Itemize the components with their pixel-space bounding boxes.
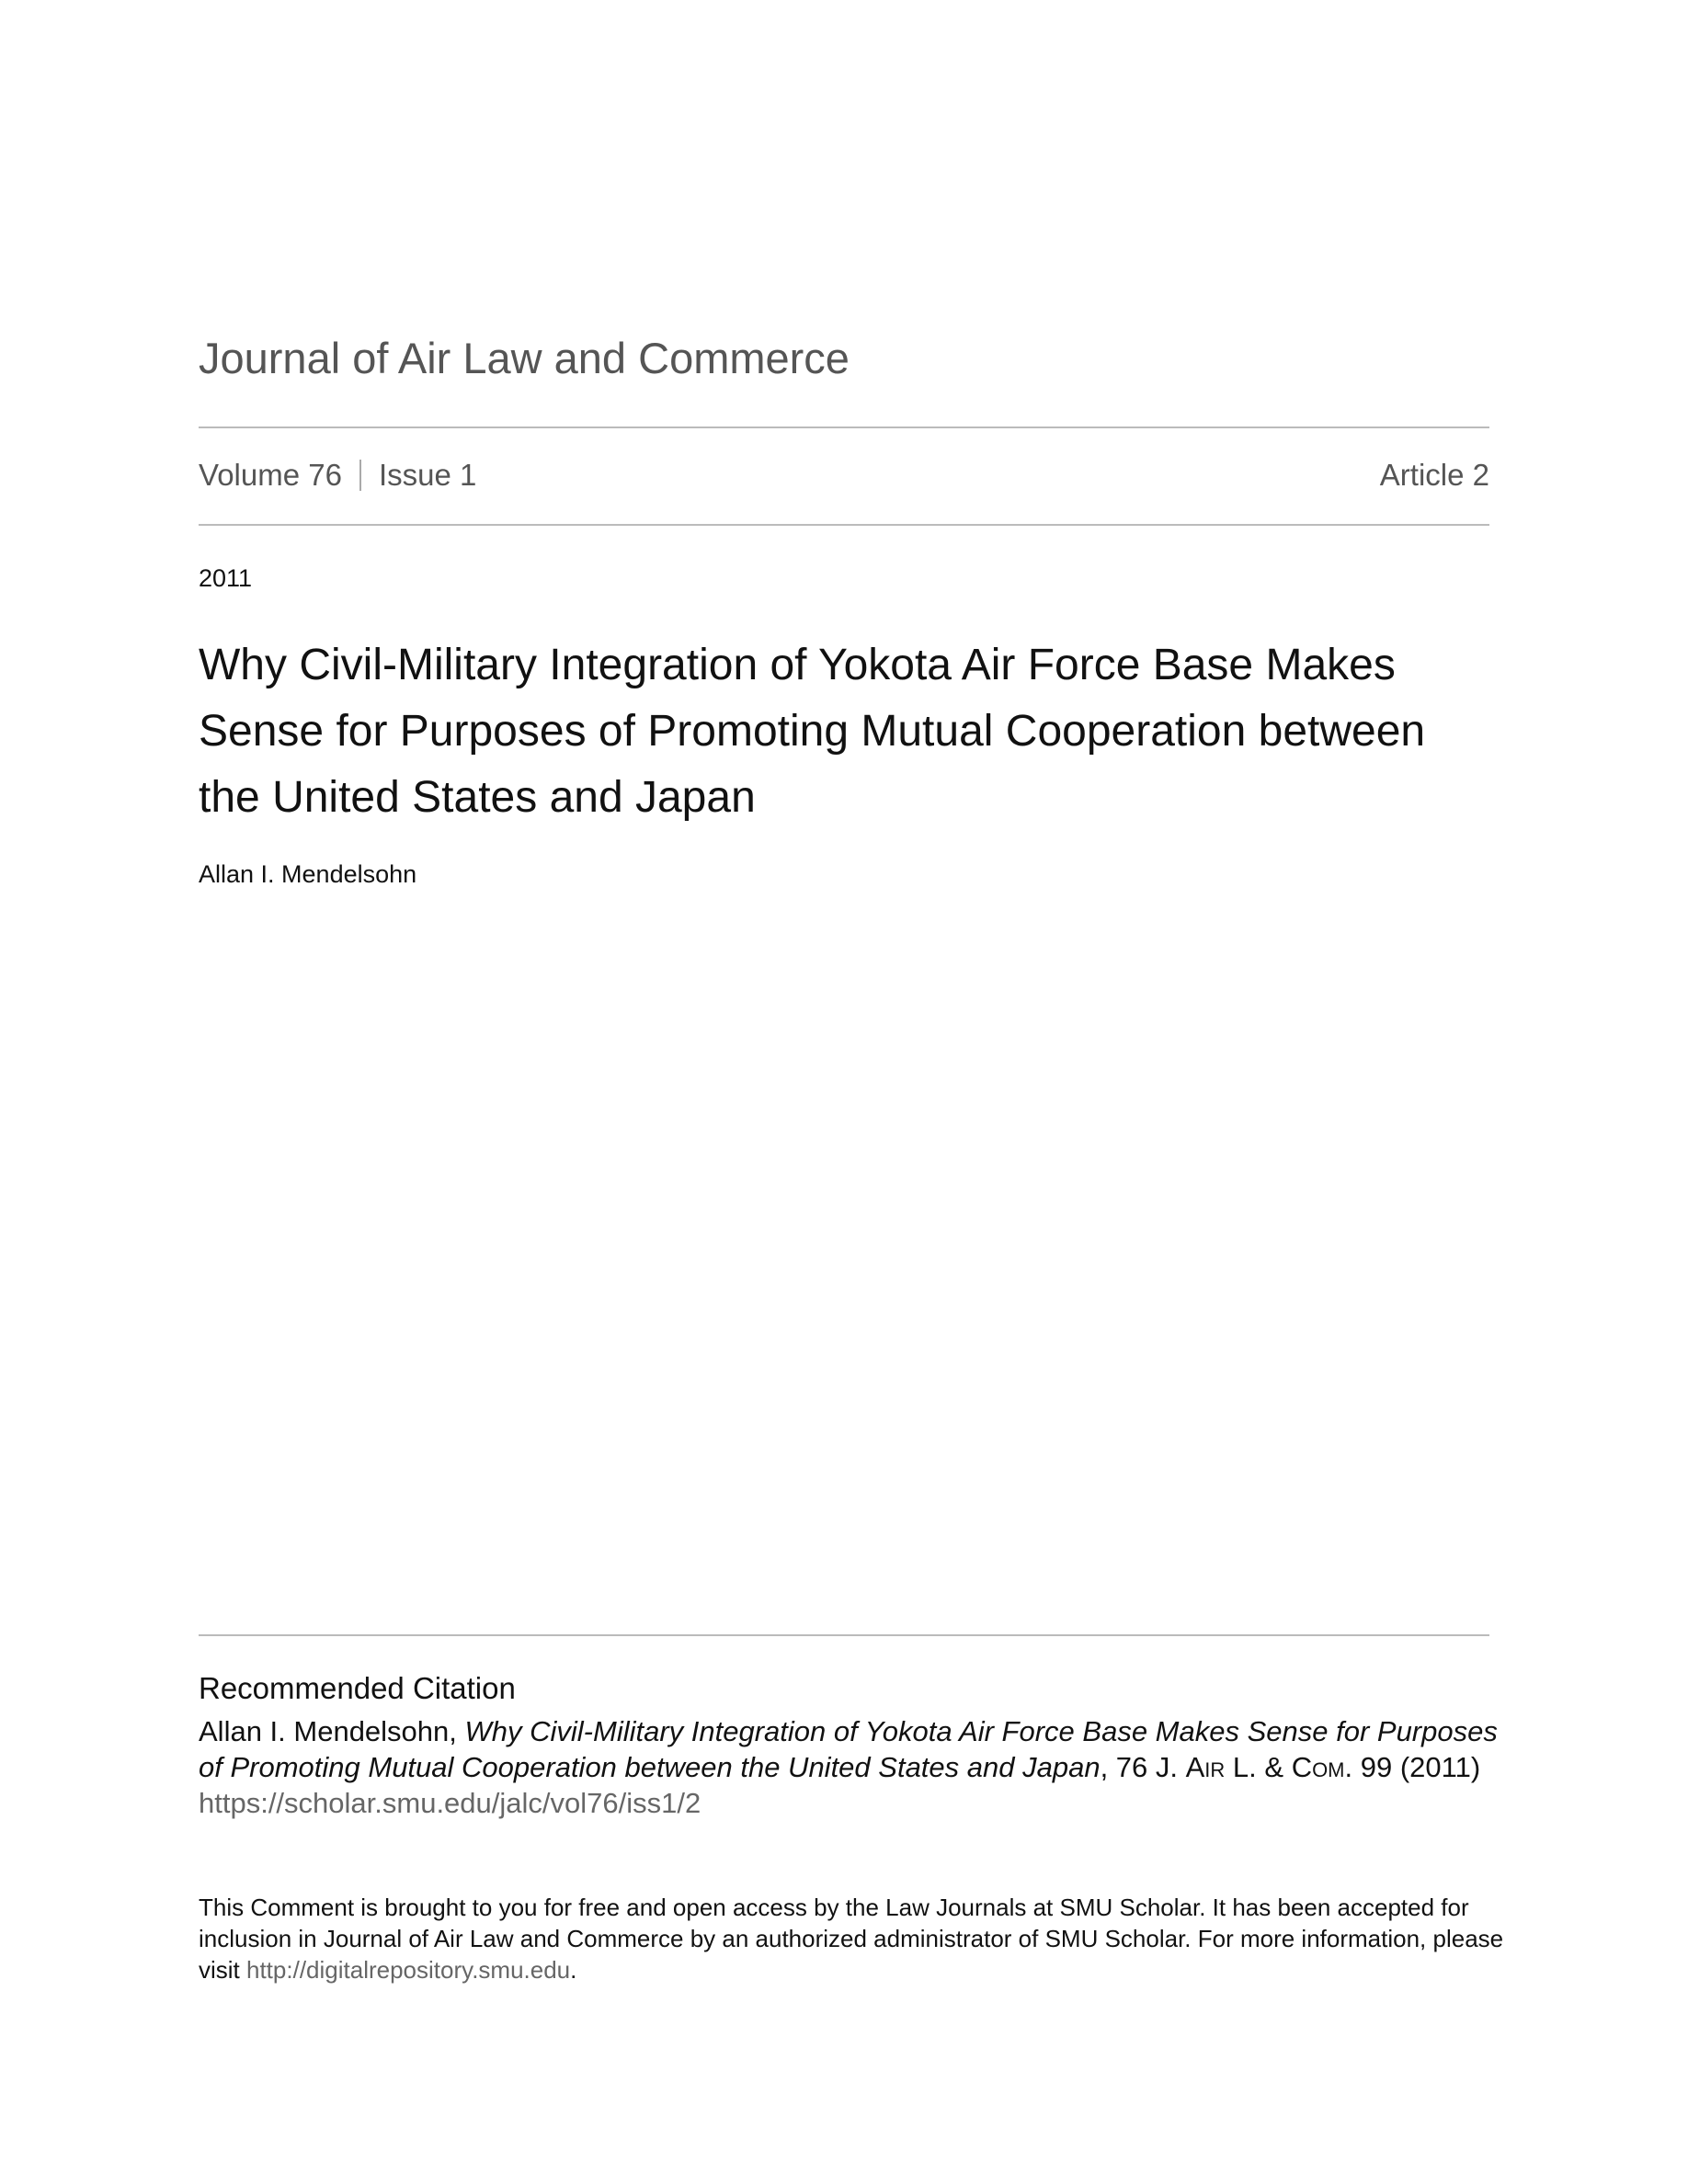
author-name[interactable]: Allan I. Mendelsohn <box>199 860 417 888</box>
volume-issue <box>199 458 476 493</box>
notice-text: This Comment is brought to you for free and open access by the Law Journals at SMU Scholar. It has been accepted for inclusion in Journal of Air Law and Commerce by an authorized administrator of SMU Scholar. For more information, please visit <box>199 1894 1504 1984</box>
divider-middle <box>199 524 1489 526</box>
citation-source-com: Com <box>1291 1751 1345 1783</box>
citation-text <box>199 1713 1504 1821</box>
article-title: Why Civil-Military Integration of Yokota Air Force Base Makes Sense for Purposes of Promoting Mutual Cooperation between the United States and Japan <box>199 641 1426 822</box>
citation-separator: , <box>449 1715 465 1747</box>
citation-source-prefix: , 76 J. <box>1100 1751 1186 1783</box>
notice-end: . <box>570 1956 577 1984</box>
citation-url-link[interactable]: https://scholar.smu.edu/jalc/vol76/iss1/2 <box>199 1787 701 1819</box>
issue-info-row <box>199 458 1489 498</box>
citation-author: Allan I. Mendelsohn <box>199 1715 450 1747</box>
citation-heading: Recommended Citation <box>199 1671 516 1705</box>
repository-link[interactable]: http://digitalrepository.smu.edu <box>246 1956 571 1984</box>
issue-link[interactable]: Issue 1 <box>378 458 477 492</box>
publication-year: 2011 <box>199 564 253 592</box>
citation-source-mid: L. & <box>1225 1751 1292 1783</box>
access-notice <box>199 1892 1504 1985</box>
volume-issue-separator <box>359 460 361 491</box>
citation-title: Why Civil-Military Integration of Yokota Air Force Base Makes Sense for Purposes of Promoting Mutual Cooperation between the United States and Japan <box>199 1715 1498 1783</box>
divider-top <box>199 427 1489 428</box>
divider-bottom <box>199 1634 1489 1636</box>
volume-link[interactable]: Volume 76 <box>199 458 342 492</box>
citation-source-suffix: . 99 (2011) <box>1344 1751 1481 1783</box>
journal-title[interactable]: Journal of Air Law and Commerce <box>199 334 850 382</box>
article-number[interactable]: Article 2 <box>1379 458 1489 492</box>
citation-source-air: Air <box>1185 1751 1226 1783</box>
